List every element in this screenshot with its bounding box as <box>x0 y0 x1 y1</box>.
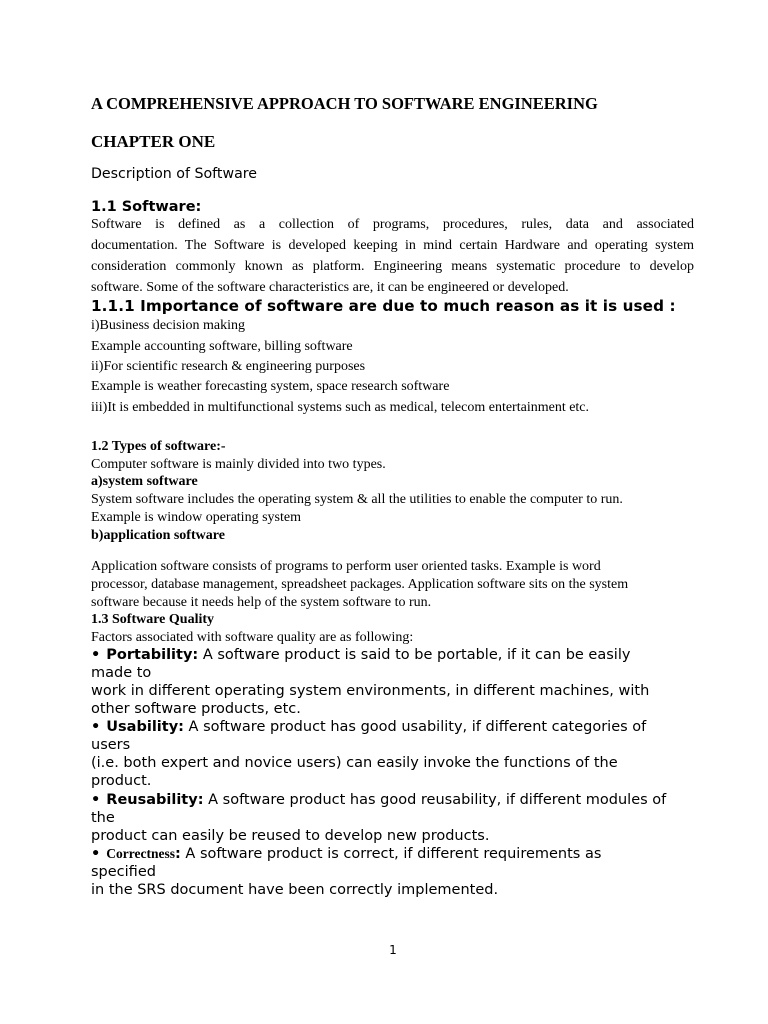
reusability-term: Reusability: <box>106 792 204 808</box>
document-title: A COMPREHENSIVE APPROACH TO SOFTWARE ENGINEERING <box>91 94 598 113</box>
importance-item-3: ii)For scientific research & engineering purposes <box>91 359 366 374</box>
system-software-text-2: Example is window operating system <box>91 510 301 525</box>
usability-term: Usability: <box>106 719 184 735</box>
section-1-1-line-1: Software is defined as a collection of programs, procedures, rules, data and associated <box>91 217 694 232</box>
portability-item <box>91 647 630 663</box>
importance-item-5: iii)It is embedded in multifunctional systems such as medical, telecom entertainment etc. <box>91 400 590 415</box>
usability-text-1: A software product has good usability, if different categories of <box>183 719 647 735</box>
correctness-colon: : <box>175 846 181 862</box>
correctness-term: Correctness <box>106 846 176 861</box>
section-1-1-line-2: documentation. The Software is developed keeping in mind certain Hardware and operating system <box>91 238 694 253</box>
section-1-2-intro: Computer software is mainly divided into two types. <box>91 457 386 472</box>
usability-text-4: product. <box>91 773 152 789</box>
section-1-1-line-3: consideration commonly known as platform. Engineering means systematic procedure to develop <box>91 259 694 274</box>
system-software-text-1: System software includes the operating system & all the utilities to enable the computer to run. <box>91 492 623 507</box>
importance-item-4: Example is weather forecasting system, space research software <box>91 379 450 394</box>
section-1-1-1-heading: 1.1.1 Importance of software are due to much reason as it is used : <box>91 297 676 315</box>
importance-item-1: i)Business decision making <box>91 318 245 333</box>
application-software-label: b)application software <box>91 528 225 543</box>
bullet-icon: • <box>91 647 101 663</box>
portability-text-1: A software product is said to be portable, if it can be easily <box>198 647 631 663</box>
description-subheading: Description of Software <box>91 166 258 182</box>
section-1-3-intro: Factors associated with software quality are as following: <box>91 630 414 645</box>
correctness-text-2: specified <box>91 864 156 880</box>
correctness-text-1: A software product is correct, if different requirements as <box>180 846 602 862</box>
chapter-heading: CHAPTER ONE <box>91 132 216 151</box>
bullet-icon: • <box>91 792 101 808</box>
application-software-line-2: processor, database management, spreadsheet packages. Application software sits on the system <box>91 577 629 592</box>
bullet-icon: • <box>91 846 101 862</box>
correctness-text-3: in the SRS document have been correctly implemented. <box>91 882 499 898</box>
usability-text-3: (i.e. both expert and novice users) can easily invoke the functions of the <box>91 755 618 771</box>
page-number: 1 <box>389 943 397 957</box>
system-software-label: a)system software <box>91 474 198 489</box>
usability-item <box>91 719 646 735</box>
section-1-3-heading: 1.3 Software Quality <box>91 612 215 627</box>
section-1-1-heading: 1.1 Software: <box>91 199 202 215</box>
portability-text-2: made to <box>91 665 152 681</box>
bullet-icon: • <box>91 719 101 735</box>
correctness-item <box>91 846 601 862</box>
portability-text-3: work in different operating system environments, in different machines, with <box>91 683 650 699</box>
reusability-text-1: A software product has good reusability, if different modules of <box>203 792 667 808</box>
section-1-1-line-4: software. Some of the software characteristics are, it can be engineered or developed. <box>91 280 569 295</box>
importance-item-2: Example accounting software, billing software <box>91 339 353 354</box>
portability-term: Portability: <box>106 647 199 663</box>
application-software-line-3: software because it needs help of the system software to run. <box>91 595 432 610</box>
application-software-line-1: Application software consists of programs to perform user oriented tasks. Example is word <box>91 559 601 574</box>
reusability-text-3: product can easily be reused to develop new products. <box>91 828 490 844</box>
section-1-2-heading: 1.2 Types of software:- <box>91 439 226 454</box>
reusability-text-2: the <box>91 810 115 826</box>
reusability-item <box>91 792 666 808</box>
usability-text-2: users <box>91 737 131 753</box>
portability-text-4: other software products, etc. <box>91 701 301 717</box>
